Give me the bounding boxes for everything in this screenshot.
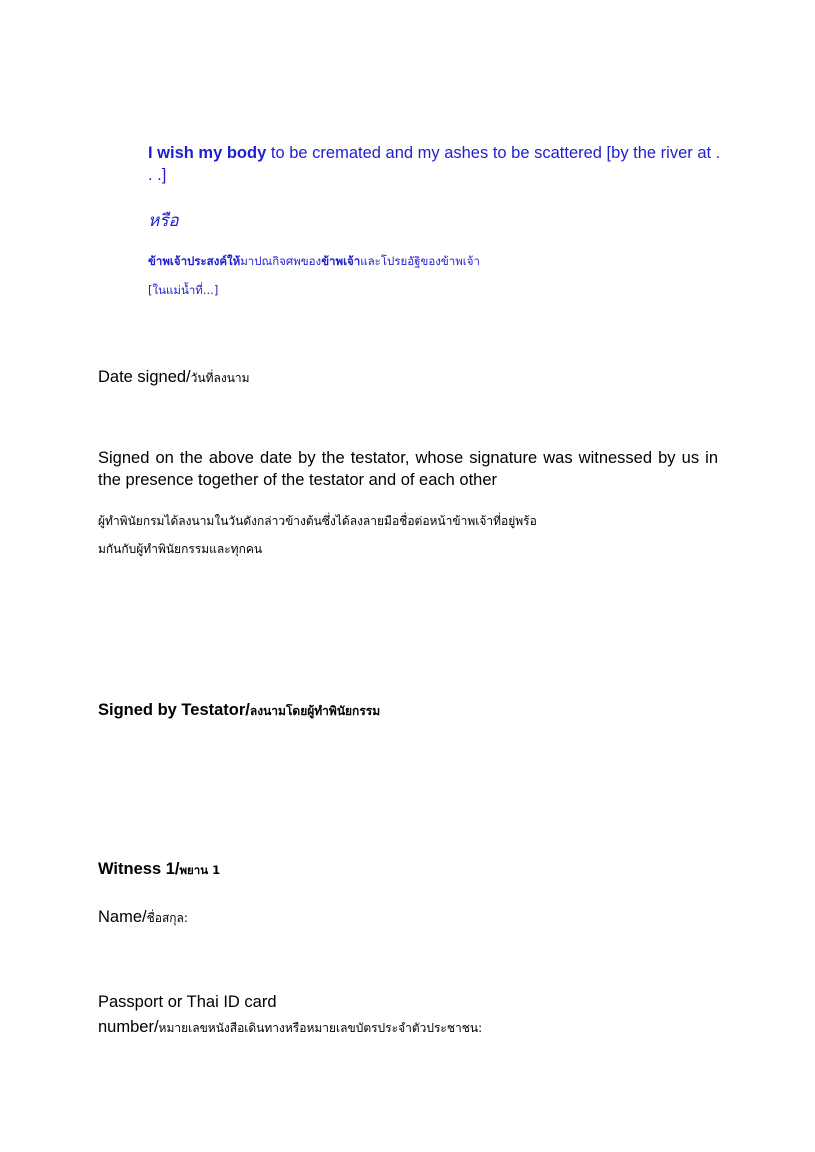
signed-statement-th-line1: ผู้ทำพินัยกรมได้ลงนามในวันดังกล่าวข้างต้นซึ่งได้ลงลายมือชื่อต่อหน้าข้าพเจ้าที่อยู่พร้อ xyxy=(98,514,537,528)
passport-label-th: หมายเลขหนังสือเดินทางหรือหมายเลขบัตรประจำตัวประชาชน: xyxy=(158,1021,483,1035)
cremation-wish-th-bold-b: ข้าพเจ้า xyxy=(321,254,361,268)
cremation-wish-th-b: และโปรยอัฐิของข้าพเจ้า xyxy=(360,254,480,268)
cremation-wish-en xyxy=(148,142,723,186)
cremation-wish-th-line2: [ในแม่น้ำที่...] xyxy=(148,283,219,297)
signed-by-testator-heading xyxy=(98,699,380,722)
witness-1-heading-th: พยาน 1 xyxy=(179,863,221,877)
date-signed-th: วันที่ลงนาม xyxy=(190,371,250,385)
witness-name-label xyxy=(98,906,188,929)
passport-label-line2 xyxy=(98,1016,482,1039)
witness-1-heading-en: Witness 1/ xyxy=(98,860,180,878)
signed-by-testator-en: Signed by Testator/ xyxy=(98,701,250,719)
signed-by-testator-th: ลงนามโดยผู้ทำพินัยกรรม xyxy=(249,704,381,718)
cremation-wish-th-line1 xyxy=(148,250,480,272)
signed-statement-en: Signed on the above date by the testator, whose signature was witnessed by us in the presence together of the testator and of each other xyxy=(98,449,718,489)
witness-name-en: Name/ xyxy=(98,908,147,926)
date-signed-label xyxy=(98,366,250,389)
signed-statement-th-line2: มกันกับผู้ทำพินัยกรรมและทุกคน xyxy=(98,542,263,556)
date-signed-en: Date signed/ xyxy=(98,368,191,386)
cremation-wish-en-bold: I wish my body xyxy=(148,144,267,162)
or-separator-th: หรือ xyxy=(148,211,179,230)
witness-name-th: ชื่อสกุล: xyxy=(146,911,188,925)
passport-label-line1: Passport or Thai ID card xyxy=(98,993,277,1011)
cremation-wish-en-rest: to be cremated and my ashes to be scattered [by the river at . . .] xyxy=(148,144,721,184)
cremation-wish-th-bold-a: ข้าพเจ้าประสงค์ให้ xyxy=(148,254,241,268)
cremation-wish-th-a: มาปณกิจศพของ xyxy=(240,254,322,268)
passport-label-en: number/ xyxy=(98,1018,159,1036)
witness-1-heading xyxy=(98,858,220,881)
